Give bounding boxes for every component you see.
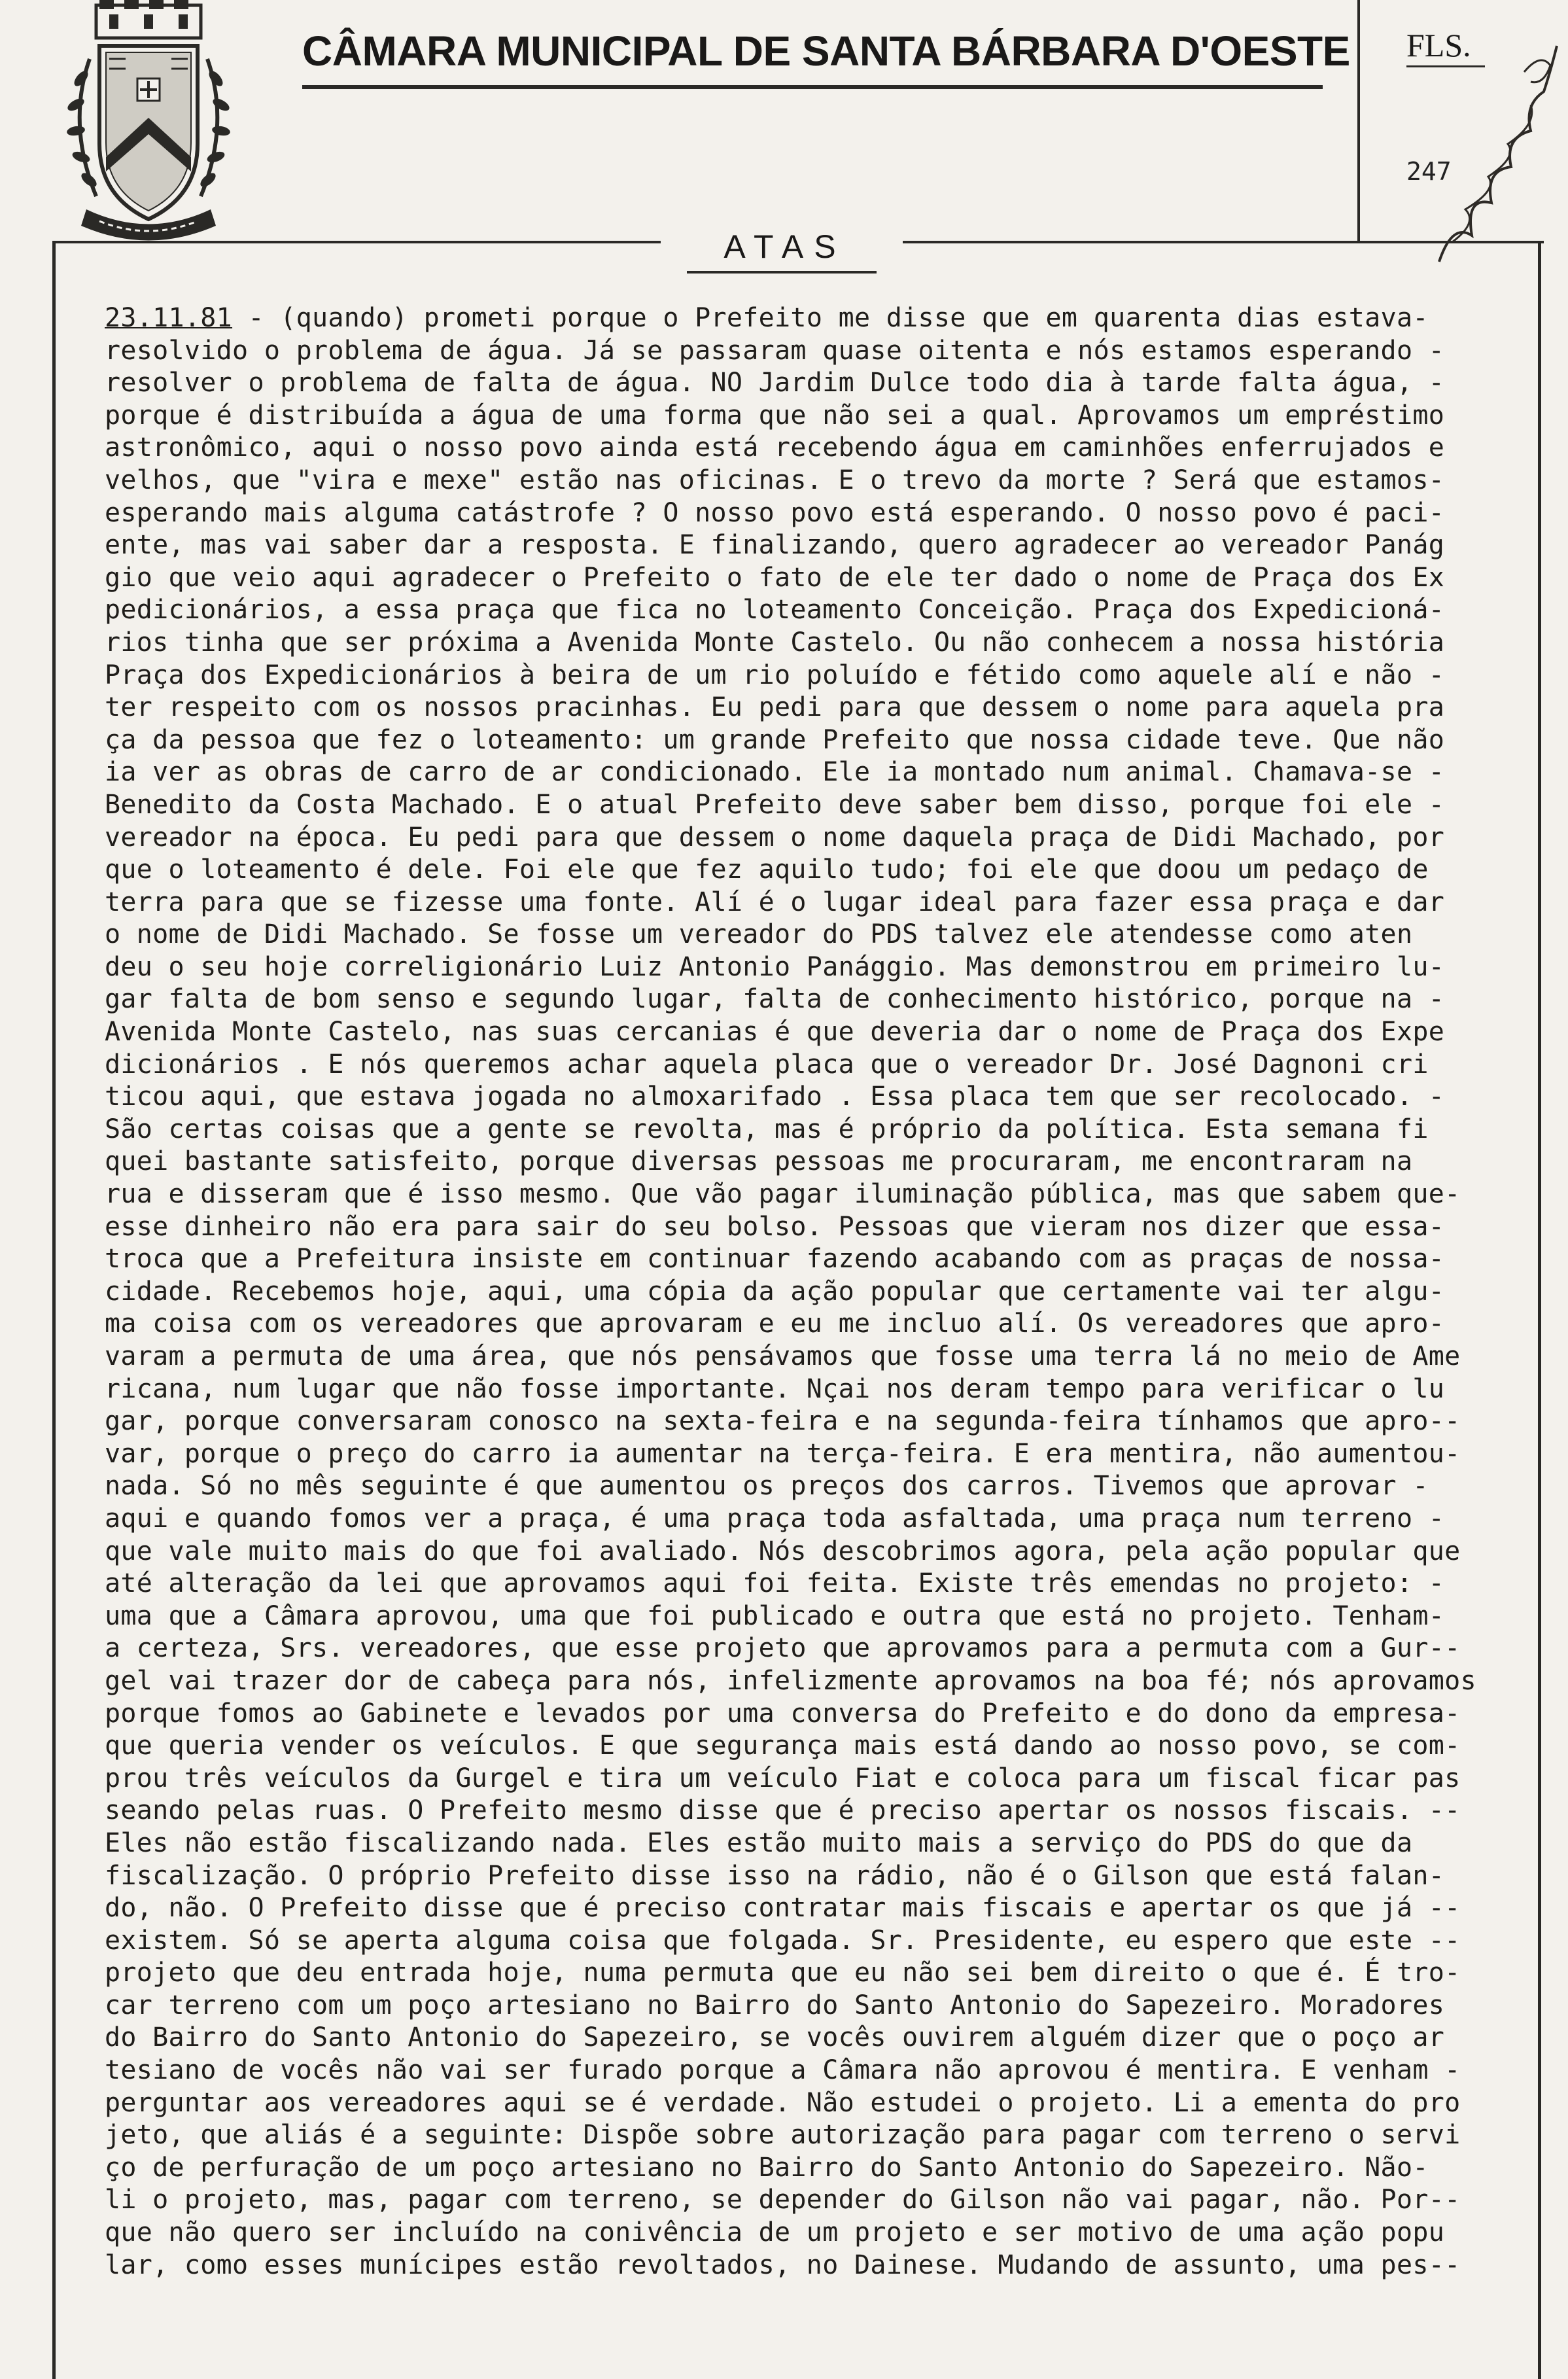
text-line: li o projeto, mas, pagar com terreno, se depender do Gilson não vai pagar, não. Por-- — [105, 2185, 1461, 2215]
text-line: porque é distribuída a água de uma forma que não sei a qual. Aprovamos um empréstimo — [105, 400, 1445, 431]
folio-label: FLS. — [1406, 27, 1471, 63]
text-line — [105, 302, 1505, 335]
text-line: rua e disseram que é isso mesmo. Que vão pagar iluminação pública, mas que sabem que- — [105, 1179, 1461, 1210]
text-line: seando pelas ruas. O Prefeito mesmo disse que é preciso apertar os nossos fiscais. -- — [105, 1795, 1461, 1826]
text-line: até alteração da lei que aprovamos aqui foi feita. Existe três emendas no projeto: - — [105, 1568, 1445, 1599]
coat-of-arms-icon — [60, 0, 237, 242]
text-line: pedicionários, a essa praça que fica no loteamento Conceição. Praça dos Expedicioná- — [105, 595, 1445, 626]
text-line: resolvido o problema de água. Já se passaram quase oitenta e nós estamos esperando - — [105, 335, 1445, 366]
text-line: do Bairro do Santo Antonio do Sapezeiro, se vocês ouvirem alguém dizer que o poço ar — [105, 2022, 1445, 2053]
text-line: perguntar aos vereadores aqui se é verdade. Não estudei o projeto. Li a ementa do pro — [105, 2087, 1461, 2118]
text-line: gel vai trazer dor de cabeça para nós, infelizmente aprovamos na boa fé; nós aprovamos — [105, 1665, 1476, 1696]
text-line: fiscalização. O próprio Prefeito disse isso na rádio, não é o Gilson que está falan- — [105, 1860, 1445, 1891]
text-line: nada. Só no mês seguinte é que aumentou os preços dos carros. Tivemos que aprovar - — [105, 1471, 1429, 1502]
text-line: que o loteamento é dele. Foi ele que fez aquilo tudo; foi ele que doou um pedaço de — [105, 855, 1429, 885]
text-line: Benedito da Costa Machado. E o atual Prefeito deve saber bem disso, porque foi ele - — [105, 789, 1445, 820]
text-line: que queria vender os veículos. E que segurança mais está dando ao nosso povo, se com- — [105, 1731, 1461, 1761]
text-line: velhos, que "vira e mexe" estão nas oficinas. E o trevo da morte ? Será que estamos- — [105, 465, 1445, 495]
text-line: gio que veio aqui agradecer o Prefeito o fato de ele ter dado o nome de Praça dos Ex — [105, 562, 1445, 593]
text-line: terra para que se fizesse uma fonte. Alí é o lugar ideal para fazer essa praça e dar — [105, 887, 1445, 917]
first-line-text: - (quando) prometi porque o Prefeito me disse que em quarenta dias estava- — [232, 303, 1429, 333]
text-line: uma que a Câmara aprovou, uma que foi publicado e outra que está no projeto. Tenham- — [105, 1600, 1445, 1631]
text-line: Praça dos Expedicionários à beira de um rio poluído e fétido como aquele alí e não - — [105, 660, 1445, 690]
text-line: dicionários . E nós queremos achar aquela placa que o vereador Dr. José Dagnoni cri — [105, 1049, 1429, 1080]
text-line: ço de perfuração de um poço artesiano no Bairro do Santo Antonio do Sapezeiro. Não- — [105, 2152, 1429, 2183]
text-line: a certeza, Srs. vereadores, que esse projeto que aprovamos para a permuta com a Gur-- — [105, 1633, 1461, 1664]
text-line: ma coisa com os vereadores que aprovaram e eu me incluo alí. Os vereadores que apro- — [105, 1309, 1445, 1339]
text-line: jeto, que aliás é a seguinte: Dispõe sobre autorização para pagar com terreno o servi — [105, 2120, 1461, 2151]
text-line: ticou aqui, que estava jogada no almoxarifado . Essa placa tem que ser recolocado. - — [105, 1082, 1445, 1112]
header-rule — [302, 85, 1323, 89]
text-line: ente, mas vai saber dar a resposta. E finalizando, quero agradecer ao vereador Panág — [105, 530, 1445, 561]
text-line: resolver o problema de falta de água. NO Jardim Dulce todo dia à tarde falta água, - — [105, 368, 1445, 398]
text-line: gar falta de bom senso e segundo lugar, falta de conhecimento histórico, porque na - — [105, 984, 1445, 1015]
minutes-body — [105, 302, 1505, 2282]
minutes-date: 23.11.81 — [105, 303, 233, 333]
text-line: deu o seu hoje correligionário Luiz Antonio Panággio. Mas demonstrou em primeiro lu- — [105, 951, 1445, 982]
text-line: troca que a Prefeitura insiste em continuar fazendo acabando com as praças de nossa- — [105, 1244, 1445, 1275]
text-line: quei bastante satisfeito, porque diversas pessoas me procuraram, me encontraram na — [105, 1146, 1413, 1177]
text-line: tesiano de vocês não vai ser furado porque a Câmara não aprovou é mentira. E venham - — [105, 2055, 1461, 2086]
text-line: que não quero ser incluído na conivência de um projeto e ser motivo de uma ação popu — [105, 2217, 1445, 2248]
section-title: ATAS — [723, 228, 846, 265]
text-line: varam a permuta de uma área, que nós pensávamos que fosse uma terra lá no meio de Ame — [105, 1341, 1461, 1371]
text-line: Eles não estão fiscalizando nada. Eles estão muito mais a serviço do PDS do que da — [105, 1827, 1413, 1858]
text-line: var, porque o preço do carro ia aumentar na terça-feira. E era mentira, não aumentou- — [105, 1438, 1461, 1469]
text-line: ia ver as obras de carro de ar condicionado. Ele ia montado num animal. Chamava-se - — [105, 757, 1445, 788]
text-line: Avenida Monte Castelo, nas suas cercanias é que deveria dar o nome de Praça dos Expe — [105, 1017, 1445, 1048]
text-line: gar, porque conversaram conosco na sexta-feira e na segunda-feira tínhamos que apro-- — [105, 1406, 1461, 1437]
text-line: ter respeito com os nossos pracinhas. Eu pedi para que dessem o nome para aquela pra — [105, 692, 1445, 723]
text-line: o nome de Didi Machado. Se fosse um vereador do PDS talvez ele atendesse como aten — [105, 919, 1413, 950]
text-line: ricana, num lugar que não fosse importante. Nçai nos deram tempo para verificar o lu — [105, 1373, 1445, 1404]
text-line: existem. Só se aperta alguma coisa que folgada. Sr. Presidente, eu espero que este -- — [105, 1925, 1461, 1956]
text-line: car terreno com um poço artesiano no Bairro do Santo Antonio do Sapezeiro. Moradores — [105, 1990, 1445, 2020]
text-line: aqui e quando fomos ver a praça, é uma praça toda asfaltada, uma praça num terreno - — [105, 1503, 1445, 1534]
text-line: do, não. O Prefeito disse que é preciso contratar mais fiscais e apertar os que já -- — [105, 1893, 1461, 1924]
text-line: cidade. Recebemos hoje, aqui, uma cópia da ação popular que certamente vai ter algu- — [105, 1276, 1445, 1307]
page-number: 247 — [1406, 157, 1452, 186]
header-title: CÂMARA MUNICIPAL DE SANTA BÁRBARA D'OESTE — [302, 27, 1350, 75]
text-line: porque fomos ao Gabinete e levados por uma conversa do Prefeito e do dono da empresa- — [105, 1698, 1461, 1729]
text-line: que vale muito mais do que foi avaliado. Nós descobrimos agora, pela ação popular que — [105, 1536, 1461, 1566]
text-line: São certas coisas que a gente se revolta, mas é próprio da política. Esta semana fi — [105, 1114, 1429, 1144]
text-line: rios tinha que ser próxima a Avenida Monte Castelo. Ou não conhecem a nossa história — [105, 627, 1445, 658]
text-line: astronômico, aqui o nosso povo ainda está recebendo água em caminhões enferrujados e — [105, 432, 1445, 463]
text-line: lar, como esses munícipes estão revoltados, no Dainese. Mudando de assunto, uma pes-- — [105, 2249, 1461, 2280]
handwritten-signature-icon — [1426, 26, 1563, 275]
text-line: esse dinheiro não era para sair do seu bolso. Pessoas que vieram nos dizer que essa- — [105, 1211, 1445, 1242]
text-line: vereador na época. Eu pedi para que dessem o nome daquela praça de Didi Machado, por — [105, 822, 1445, 853]
text-line: esperando mais alguma catástrofe ? O nosso povo está esperando. O nosso povo é paci- — [105, 497, 1445, 528]
text-lines — [105, 335, 1505, 2282]
text-line: ça da pessoa que fez o loteamento: um grande Prefeito que nossa cidade teve. Que não — [105, 724, 1445, 755]
text-line: projeto que deu entrada hoje, numa permuta que eu não sei bem direito o que é. É tro- — [105, 1958, 1461, 1988]
text-line: prou três veículos da Gurgel e tira um veículo Fiat e coloca para um fiscal ficar pas — [105, 1763, 1461, 1793]
